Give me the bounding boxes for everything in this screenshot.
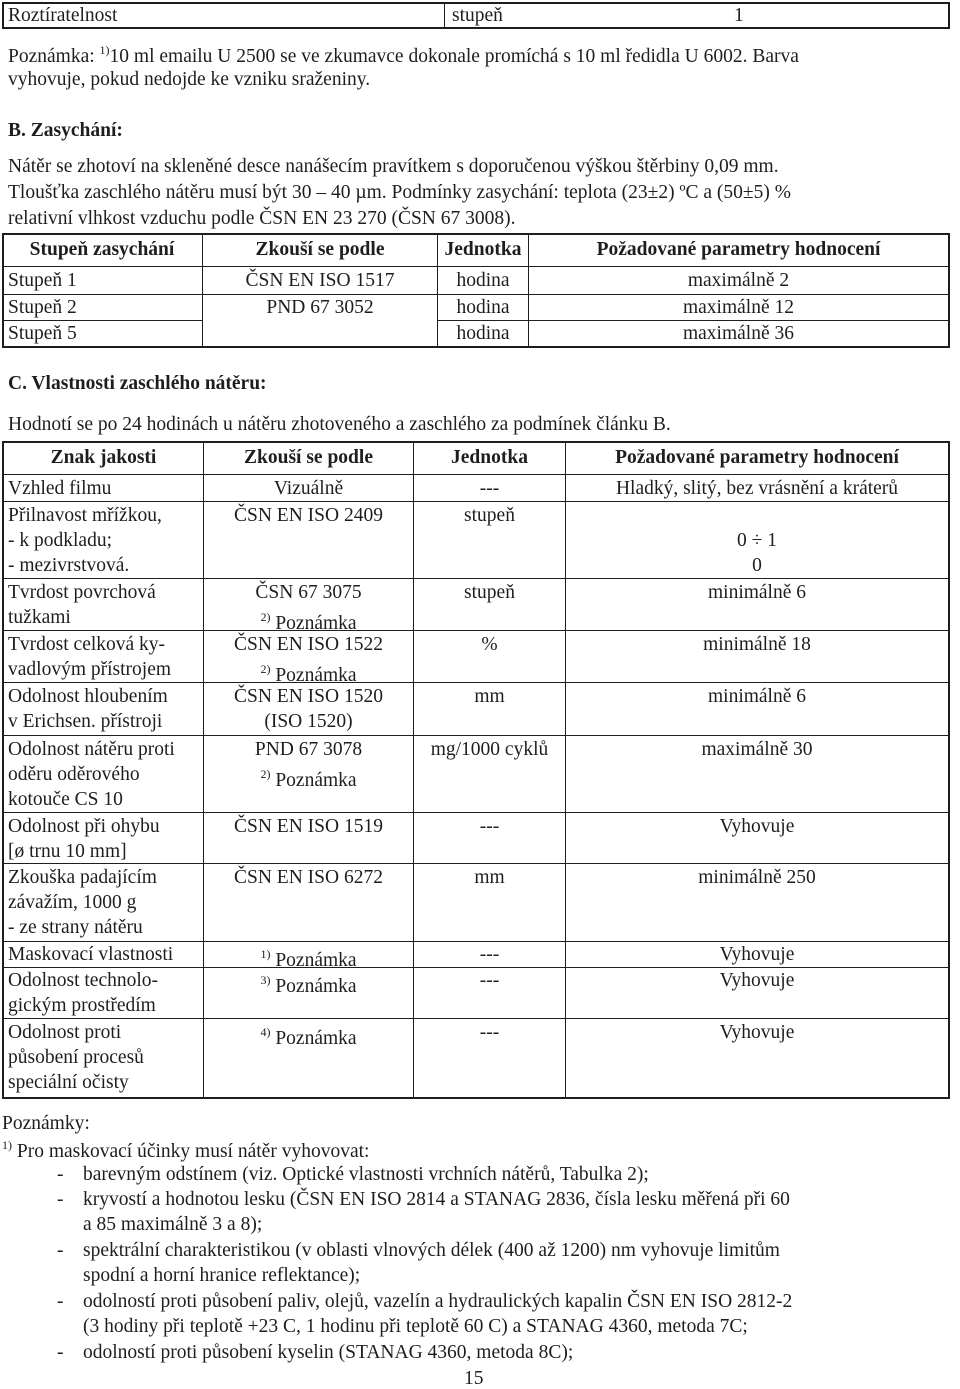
prop-r1-c4: Hladký, slitý, bez vrásnění a kráterů — [615, 478, 899, 499]
drying-r2-c2: PND 67 3052 — [266, 297, 374, 318]
prop-r4-sup: 2) — [260, 662, 271, 676]
prop-header-3: Jednotka — [451, 447, 528, 468]
prop-r5-c3: mm — [474, 686, 505, 707]
prop-r10-c1-l1: Odolnost technolo- — [8, 970, 159, 991]
prop-r6-c3: mg/1000 cyklů — [430, 739, 549, 760]
notes-bullet: - — [57, 1240, 64, 1261]
notes-item-3-l1: spektrální charakteristikou (v oblasti vlnových délek (400 až 1200) nm vyhovuje limitům — [83, 1240, 780, 1261]
drying-r1-c1: Stupeň 1 — [8, 270, 77, 291]
prop-r3-c1-l2: tužkami — [8, 607, 71, 628]
top-row-label: Roztíratelnost — [8, 5, 118, 26]
drying-header-2: Zkouší se podle — [255, 239, 385, 260]
prop-r9-c3: --- — [479, 944, 500, 965]
prop-r9-sup: 1) — [260, 947, 271, 961]
prop-r2-c1-l3: - mezivrstvová. — [8, 555, 130, 576]
prop-r5-c2: ČSN EN ISO 1520 — [234, 686, 383, 707]
drying-header-3: Jednotka — [444, 239, 522, 260]
prop-r10-c2-note — [204, 968, 413, 1000]
prop-r5-c1-l1: Odolnost hloubením — [8, 686, 168, 707]
section-b-para-3: relativní vlhkost vzduchu podle ČSN EN 23 270 (ČSN 67 3008). — [8, 208, 516, 229]
prop-r3-c3: stupeň — [464, 582, 515, 603]
prop-r1-c3: --- — [479, 478, 500, 499]
prop-r11-c4: Vyhovuje — [719, 1022, 795, 1043]
prop-r11-c1-l1: Odolnost proti — [8, 1022, 122, 1043]
prop-r3-note: Poznámka — [275, 613, 357, 634]
prop-r10-c4: Vyhovuje — [719, 970, 795, 991]
prop-r2-c3: stupeň — [464, 505, 515, 526]
prop-r6-note: Poznámka — [275, 770, 357, 791]
section-c-heading: C. Vlastnosti zaschlého nátěru: — [8, 373, 267, 394]
notes-item-2-l1: kryvostí a hodnotou lesku (ČSN EN ISO 2814 a STANAG 2836, čísla lesku měřená při 60 — [83, 1189, 790, 1210]
notes-mark: 1) — [2, 1138, 12, 1152]
prop-r9-c1: Maskovací vlastnosti — [8, 944, 174, 965]
prop-r8-c1-l2: závažím, 1000 g — [8, 892, 137, 913]
prop-r6-c1-l2: oděru oděrového — [8, 764, 140, 785]
drying-r3-c1: Stupeň 5 — [8, 323, 77, 344]
prop-r11-c1-l3: speciální očisty — [8, 1072, 129, 1093]
prop-r1-c1: Vzhled filmu — [8, 478, 112, 499]
prop-r7-c4: Vyhovuje — [719, 816, 795, 837]
prop-r5-c2b: (ISO 1520) — [264, 711, 353, 732]
prop-r1-c2: Vizuálně — [273, 478, 344, 499]
prop-r3-c1-l1: Tvrdost povrchová — [8, 582, 156, 603]
prop-r11-note: Poznámka — [275, 1028, 357, 1049]
prop-r4-c1-l1: Tvrdost celková ky- — [8, 634, 166, 655]
note-line1: 10 ml emailu U 2500 se ve zkumavce dokonale promíchá s 10 ml ředidla U 6002. Barva — [109, 46, 799, 67]
section-b-para-2: Tloušťka zaschlého nátěru musí být 30 – 40 µm. Podmínky zasychání: teplota (23±2) ºC a (50±5) % — [8, 182, 791, 203]
prop-r8-c3: mm — [474, 867, 505, 888]
prop-r6-c1-l1: Odolnost nátěru proti — [8, 739, 175, 760]
section-b-heading: B. Zasychání: — [8, 120, 123, 141]
prop-r9-note: Poznámka — [275, 950, 357, 971]
prop-r7-c2: ČSN EN ISO 1519 — [234, 816, 383, 837]
notes-bullet: - — [57, 1164, 64, 1185]
top-row-unit: stupeň — [452, 5, 503, 26]
prop-r10-sup: 3) — [260, 973, 271, 987]
note-line2: vyhovuje, pokud nedojde ke vzniku sraženiny. — [8, 69, 371, 90]
notes-item-2-l2: a 85 maximálně 3 a 8); — [83, 1214, 263, 1235]
prop-r10-c1-l2: gickým prostředím — [8, 995, 156, 1016]
notes-bullet: - — [57, 1342, 64, 1363]
notes-item-1: barevným odstínem (viz. Optické vlastnosti vrchních nátěrů, Tabulka 2); — [83, 1164, 649, 1185]
prop-r8-c4: minimálně 250 — [698, 867, 816, 888]
notes-item-4-l1: odolností proti působení paliv, olejů, vazelín a hydraulických kapalin ČSN EN ISO 2812-2 — [83, 1291, 793, 1312]
drying-r2-c4: maximálně 12 — [682, 297, 794, 318]
prop-r8-c2: ČSN EN ISO 6272 — [234, 867, 383, 888]
prop-r7-c1-l1: Odolnost při ohybu — [8, 816, 160, 837]
prop-r6-sup: 2) — [260, 767, 271, 781]
notes-heading: Poznámky: — [2, 1113, 90, 1134]
prop-r11-c3: --- — [479, 1022, 500, 1043]
prop-r10-note: Poznámka — [275, 976, 357, 997]
drying-r2-c3: hodina — [456, 297, 510, 318]
notes-intro: Pro maskovací účinky musí nátěr vyhovovat: — [16, 1141, 370, 1162]
notes-item-3-l2: spodní a horní hranice reflektance); — [83, 1265, 361, 1286]
prop-r4-c3: % — [481, 634, 498, 655]
prop-r8-c1-l1: Zkouška padajícím — [8, 867, 157, 888]
drying-r1-c3: hodina — [456, 270, 510, 291]
prop-r8-c1-l3: - ze strany nátěru — [8, 917, 143, 938]
prop-r11-c2-note — [204, 1020, 413, 1052]
prop-header-1: Znak jakosti — [50, 447, 157, 468]
prop-r3-c4: minimálně 6 — [707, 582, 807, 603]
prop-r2-c4-l1: 0 ÷ 1 — [737, 530, 777, 551]
notes-item-5: odolností proti působení kyselin (STANAG 4360, metoda 8C); — [83, 1342, 574, 1363]
prop-r6-c2: PND 67 3078 — [254, 739, 363, 760]
drying-r3-c3: hodina — [456, 323, 510, 344]
section-c-para: Hodnotí se po 24 hodinách u nátěru zhotoveného a zaschlého za podmínek článku B. — [8, 414, 671, 435]
drying-r3-c4: maximálně 36 — [682, 323, 794, 344]
prop-r4-note: Poznámka — [275, 665, 357, 686]
prop-r9-c4: Vyhovuje — [719, 944, 795, 965]
prop-header-4: Požadované parametry hodnocení — [615, 447, 899, 468]
prop-r7-c3: --- — [479, 816, 500, 837]
prop-header-2: Zkouší se podle — [244, 447, 373, 468]
prop-r11-c1-l2: působení procesů — [8, 1047, 144, 1068]
notes-bullet: - — [57, 1291, 64, 1312]
prop-r5-c4: minimálně 6 — [707, 686, 807, 707]
prop-r7-c1-l2: [ø trnu 10 mm] — [8, 841, 127, 862]
prop-r2-c1-l2: - k podkladu; — [8, 530, 112, 551]
prop-r6-c2-note — [204, 762, 413, 794]
prop-r2-c1-l1: Přilnavost mřížkou, — [8, 505, 162, 526]
prop-r4-c4: minimálně 18 — [703, 634, 811, 655]
top-row-value: 1 — [734, 5, 744, 26]
prop-r2-c4-l2: 0 — [752, 555, 762, 576]
drying-r1-c4: maximálně 2 — [687, 270, 790, 291]
prop-r4-c2: ČSN EN ISO 1522 — [234, 634, 383, 655]
prop-r3-c2: ČSN 67 3075 — [255, 582, 362, 603]
notes-item-4-l2: (3 hodiny při teplotě +23 C, 1 hodinu při teplotě 60 C) a STANAG 4360, metoda 7C; — [83, 1316, 748, 1337]
prop-r3-sup: 2) — [260, 610, 271, 624]
drying-header-4: Požadované parametry hodnocení — [596, 239, 881, 260]
page-number: 15 — [464, 1368, 484, 1389]
prop-r6-c4: maximálně 30 — [701, 739, 813, 760]
section-b-para-1: Nátěr se zhotoví na skleněné desce nanášecím pravítkem s doporučenou výškou štěrbiny 0,09 mm. — [8, 156, 779, 177]
prop-r5-c1-l2: v Erichsen. přístroji — [8, 711, 163, 732]
drying-r2-c1: Stupeň 2 — [8, 297, 77, 318]
prop-r4-c1-l2: vadlovým přístrojem — [8, 659, 172, 680]
drying-header-1: Stupeň zasychání — [29, 239, 175, 260]
notes-bullet: - — [57, 1189, 64, 1210]
drying-r1-c2: ČSN EN ISO 1517 — [245, 270, 395, 291]
note-prefix: Poznámka: — [8, 46, 95, 67]
prop-r2-c2: ČSN EN ISO 2409 — [234, 505, 383, 526]
prop-r11-sup: 4) — [260, 1025, 271, 1039]
prop-r6-c1-l3: kotouče CS 10 — [8, 789, 123, 810]
note-mark: 1) — [99, 43, 110, 57]
prop-r10-c3: --- — [479, 970, 500, 991]
